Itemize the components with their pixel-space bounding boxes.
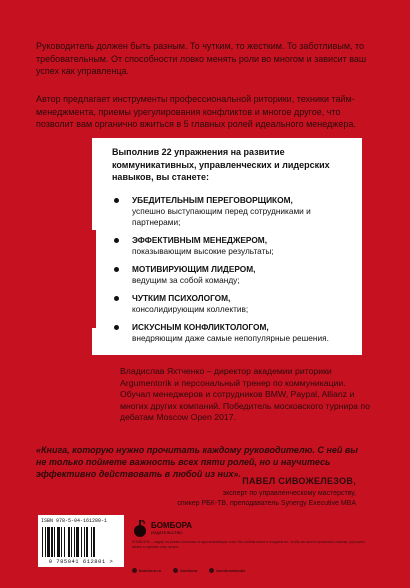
intro-paragraph-2: Автор предлагает инструменты профессиональной риторики, техники тайм-менеджмента, приемы урегулирования конфликтов и многое другое, что позволит вам органично вжиться в 5 главных ролей идеального менеджера. (36, 94, 356, 129)
social-link-label: bombora.ru (139, 568, 162, 573)
quote-author-role-line1: эксперт по управленческому мастерству, (222, 490, 356, 497)
barcode-bars (42, 527, 120, 557)
quote-author-role-line2: спикер РБК-ТВ, преподаватель Synergy Executive MBA (177, 500, 356, 507)
testimonial-quote: «Книга, которую нужно прочитать каждому руководителю. С ней вы не только поймете важность всех пяти ролей, но и научитесь эффективно действовать в любой из них». (36, 445, 358, 479)
barcode-bar (64, 527, 65, 557)
list-item-desc: успешно выступающим перед сотрудниками и партнерами; (132, 205, 311, 227)
list-item-title: МОТИВИРУЮЩИМ ЛИДЕРОМ, (132, 263, 256, 274)
quote-author-role (177, 489, 356, 509)
barcode-bar (61, 527, 62, 557)
bullet-icon (114, 325, 119, 330)
skills-intro: Выполнив 22 упражнения на развитие коммуникативных, управленческих и лидерских навыков, вы станете: (112, 147, 330, 182)
social-link[interactable] (132, 568, 161, 573)
skills-list (112, 195, 352, 344)
publisher-fine-print: БОМБОРА – лидер на рынке полезных и вдохновляющих книг. Мы любим книги и создаем их, чтобы вы могли прокачать навыки, улучшить жизнь и сделать мир лучше. (132, 540, 366, 549)
publisher-social (132, 568, 245, 573)
isbn-text: ISBN 978-5-04-161280-1 (41, 518, 108, 524)
list-item (112, 195, 352, 228)
list-item-desc: консолидирующим коллектив; (132, 303, 249, 314)
social-icon (209, 568, 214, 573)
publisher-name: БОМБОРА (151, 521, 193, 530)
intro-paragraph-1: Руководитель должен быть разным. То чутким, то жестким. То заботливым, то требовательным. От способности ловко менять роли во многом и зависит ваш успех как управленца. (36, 41, 367, 76)
quote-author-name: ПАВЕЛ СИВОЖЕЛЕЗОВ, (242, 476, 356, 486)
barcode-bar (81, 527, 82, 557)
bullet-icon (114, 198, 119, 203)
social-link[interactable] (209, 568, 245, 573)
barcode-digits: 9 785041 612801 > (48, 558, 114, 565)
list-item-title: ИСКУСНЫМ КОНФЛИКТОЛОГОМ, (132, 321, 269, 332)
barcode-bar (42, 527, 43, 557)
social-link-label: bomborabooks (216, 568, 246, 573)
barcode-bar (84, 527, 85, 557)
publisher-logo-icon (132, 518, 148, 538)
barcode (38, 515, 124, 567)
accent-bar (92, 230, 96, 328)
publisher-logo (132, 518, 192, 538)
barcode-bar (51, 527, 53, 557)
barcode-bar (45, 527, 46, 557)
bullet-icon (114, 238, 119, 243)
bullet-icon (114, 296, 119, 301)
barcode-bar (93, 527, 95, 557)
skills-box (92, 138, 362, 355)
social-link[interactable] (173, 568, 197, 573)
social-icon (173, 568, 178, 573)
list-item (112, 293, 352, 315)
barcode-bar (74, 527, 75, 557)
barcode-bar (57, 527, 60, 557)
list-item-title: ЭФФЕКТИВНЫМ МЕНЕДЖЕРОМ, (132, 234, 268, 245)
barcode-bar (91, 527, 92, 557)
author-bio: Владислав Яхтченко – директор академии риторики Argumentorik и персональный тренер по коммуникации. Обучал менеджеров и сотрудников BMW, Paypal, Allianz и многих других компаний. Победитель московского турнира по дебатам Moscow Open 2017. (120, 366, 370, 422)
list-item (112, 264, 352, 286)
barcode-bar (54, 527, 55, 557)
barcode-bar (71, 527, 72, 557)
list-item (112, 322, 352, 344)
social-link-label: bombora (180, 568, 198, 573)
list-item-desc: внедряющим даже самые непопулярные решения. (132, 332, 329, 343)
list-item-desc: показывающим высокие результаты; (132, 245, 274, 256)
list-item (112, 235, 352, 257)
publisher-tagline: ИЗДАТЕЛЬСТВО (151, 530, 183, 535)
barcode-bar (47, 527, 50, 557)
barcode-bar (68, 527, 70, 557)
bullet-icon (114, 267, 119, 272)
list-item-title: УБЕДИТЕЛЬНЫМ ПЕРЕГОВОРЩИКОМ, (132, 194, 293, 205)
barcode-bar (76, 527, 79, 557)
list-item-title: ЧУТКИМ ПСИХОЛОГОМ, (132, 292, 231, 303)
globe-icon (132, 568, 137, 573)
barcode-bar (86, 527, 88, 557)
list-item-desc: ведущим за собой команду; (132, 274, 240, 285)
